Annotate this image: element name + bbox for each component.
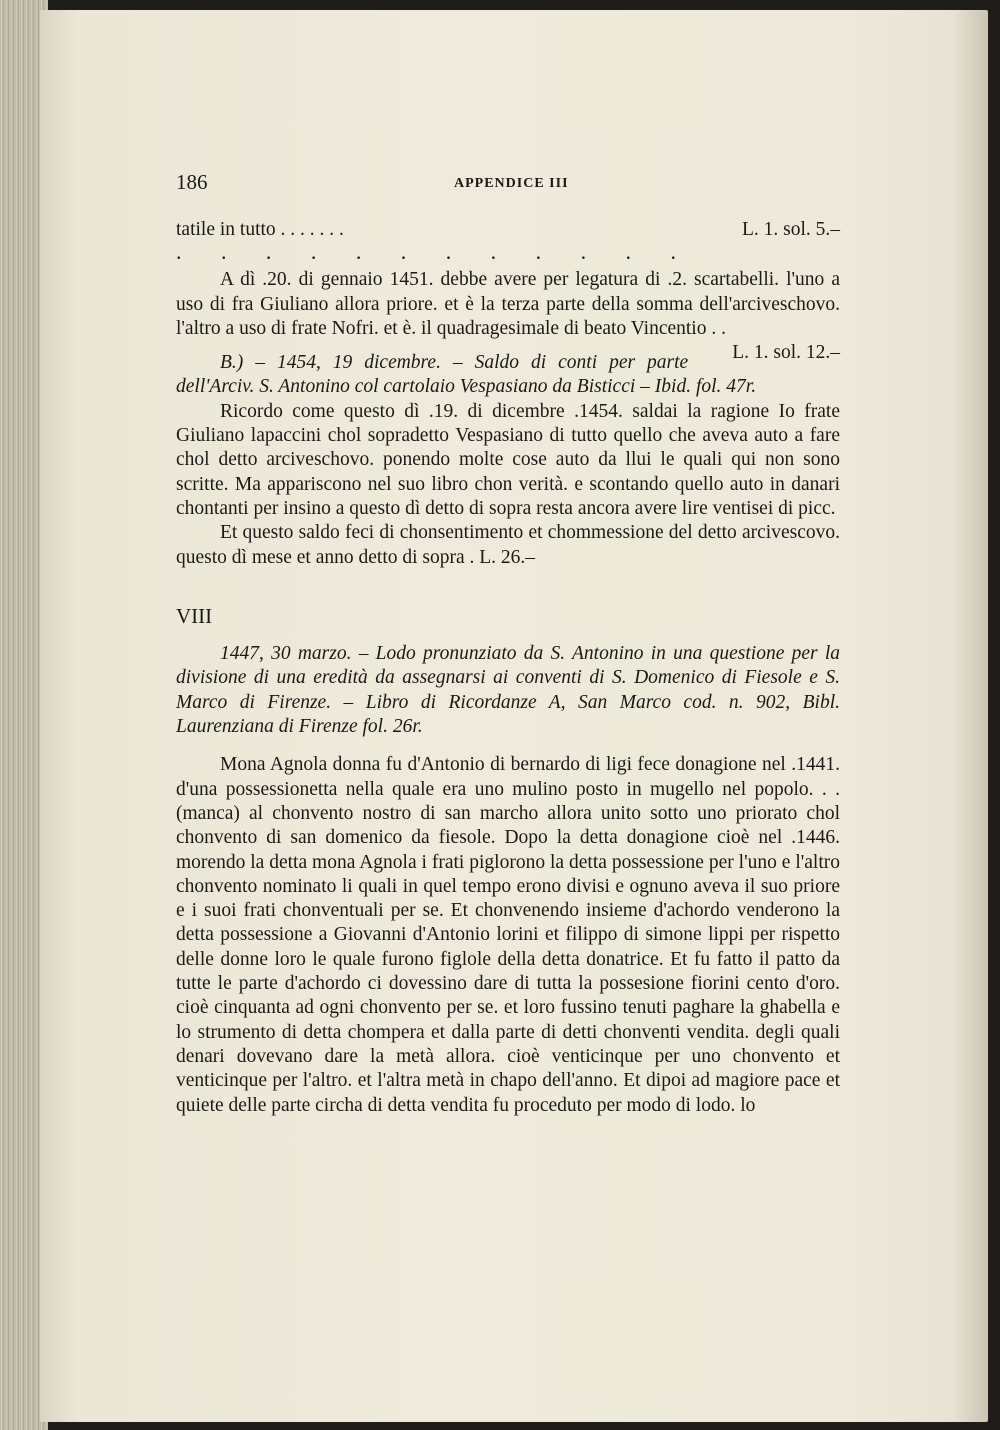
entry-b-paragraph-1: Ricordo come questo dì .19. di dicembre .1454. saldai la ragione Io frate Giuliano lapaccini chol sopradetto Vespasiano di tutto quello che aveva auto a fare chol detto arciveschovo. ponendo molte cose auto da llui le quali qui non sono scritte. Ma appariscono nel suo libro chon verità. e scontando quello auto in danari chontanti per insino a questo dì detto di sopra resta ancora avere lire ventisei di picc.	[176, 400, 840, 519]
dot: .	[625, 239, 632, 265]
dot: .	[445, 239, 452, 265]
entry-a-amount: L. 1. sol. 12.–	[732, 342, 840, 364]
ellipsis-dots-row	[176, 239, 676, 265]
dot: .	[355, 239, 362, 265]
dot: .	[400, 239, 407, 265]
page-gutter-shadow	[952, 10, 988, 1422]
dot: .	[310, 239, 317, 265]
page-number: 186	[176, 170, 208, 194]
dot: .	[265, 239, 272, 265]
entry-a-paragraph	[176, 268, 840, 364]
entry-b-paragraph-2: Et questo saldo feci di chonsentimento et chommessione del detto arcivescovo. questo dì mese et anno detto di sopra . L. 26.–	[176, 522, 840, 568]
dot: .	[580, 239, 587, 265]
section-heading: 1447, 30 marzo. – Lodo pronunziato da S. Antonino in una questione per la divisione di una eredità da assegnarsi ai conventi di S. Domenico di Fiesole e S. Marco di Firenze. – Libro di Ricordanze A, San Marco cod. n. 902, Bibl. Laurenziana di Firenze fol. 26r.	[176, 643, 840, 738]
section-number: VIII	[176, 603, 213, 628]
page-header	[176, 170, 840, 198]
entry-b-heading: B.) – 1454, 19 dicembre. – Saldo di conti per parte dell'Arciv. S. Antonino col cartolaio Vespasiano da Bisticci – Ibid. fol. 47r.	[176, 352, 757, 398]
first-line	[176, 218, 840, 242]
entry-a-text: A dì .20. di gennaio 1451. debbe avere per legatura di .2. scartabelli. l'uno a uso di fra Giuliano allora priore. et è la terza parte della somma dell'arciveschovo. l'altro a uso di frate Nofri. et è. il quadragesimale di beato Vincentio . .	[176, 269, 840, 339]
dot: .	[220, 239, 227, 265]
running-head: APPENDICE III	[454, 176, 569, 191]
first-line-text: tatile in tutto . . . . . . .	[176, 219, 344, 240]
section-body: Mona Agnola donna fu d'Antonio di bernardo di ligi fece donagione nel .1441. d'una possessionetta nella quale era uno mulino posto in mugello nel popolo. . . (manca) al chonvento nostro di san marcho allora unito sotto uno priorato chol chonvento di san domenico da fiesole. Dopo la detta donagione cioè nel .1446. morendo la detta mona Agnola i frati piglorono la detta possessione per l'uno e l'altro chonvento nominato li quali in quel tempo erono divisi e ognuno aveva il suo priore e i suoi frati chonventuali per se. Et chonvenendo insieme d'achordo venderono la detta possessione a Giovanni d'Antonio lorini et filippo di simone lippi per rispetto delle donne loro le quale furono figlole della detta donatrice. Et fu fatto il patto da tutte le parte d'achordo ci dovessino dare di tutta la possesione fiorini cento d'oro. cioè cinquanta ad ogni chonvento per se. et loro fussino tenuti paghare la ghabella e lo strumento di detta chompera et dalla parte di detti chonventi vendita. degli quali denari dovevano dare la metà allora. cioè venticinque per uno chonvento et venticinque per l'altro. et l'altra metà in chapo dell'anno. Et dipoi ad magiore pace et quiete delle parte circha di detta vendita fu proceduto per modo di lodo. lo	[176, 754, 840, 1116]
first-line-amount: L. 1. sol. 5.–	[741, 219, 840, 240]
main-text	[176, 218, 840, 1118]
dot: .	[490, 239, 497, 265]
dot: .	[176, 239, 182, 265]
dot: .	[535, 239, 542, 265]
dot: .	[670, 239, 676, 265]
